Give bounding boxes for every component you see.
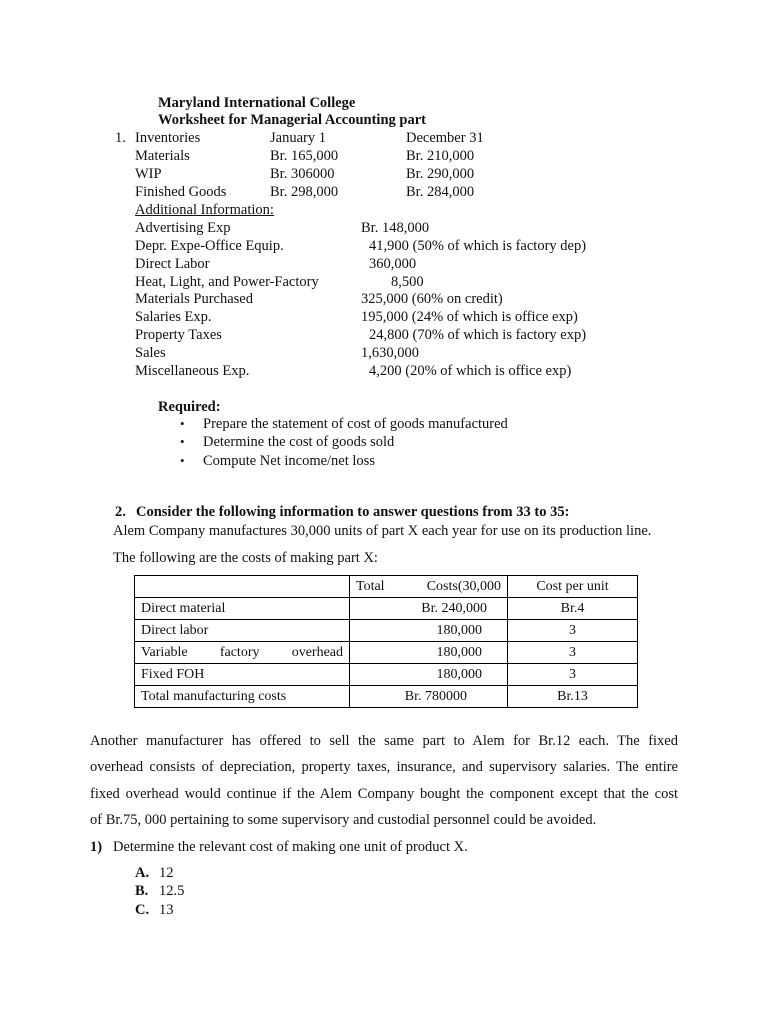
paragraph-line: of Br.75, 000 pertaining to some supervisory and custodial personnel could be avoided. (90, 811, 597, 828)
sub-question-text: Determine the relevant cost of making one unit of product X. (113, 839, 468, 855)
option-letter: B. (135, 883, 149, 899)
option-letter: A. (135, 865, 150, 881)
inv-row-jan: Br. 165,000 (270, 148, 339, 164)
additional-item-value: 8,500 (391, 274, 424, 290)
required-item: Determine the cost of goods sold (203, 434, 395, 450)
table-cell-item: Fixed FOH (135, 664, 350, 686)
q1-number: 1. (115, 130, 126, 146)
table-header-cell: Cost per unit (508, 576, 638, 598)
additional-item-value: Br. 148,000 (361, 220, 430, 236)
option-text: 13 (159, 902, 174, 918)
table-cell-item: Direct material (135, 598, 350, 620)
additional-item-name: Salaries Exp. (135, 309, 212, 325)
table-cell-item: Direct labor (135, 620, 350, 642)
q2-intro-line: The following are the costs of making part X: (113, 550, 378, 566)
table-row (135, 598, 638, 620)
q2-heading: Consider the following information to answer questions from 33 to 35: (136, 504, 570, 520)
additional-item-value: 325,000 (60% on credit) (361, 291, 503, 307)
table-cell-total: Br. 780000 (350, 686, 508, 708)
inventories-col-dec: December 31 (406, 130, 484, 146)
table-cell-unit: 3 (508, 642, 638, 664)
additional-item-name: Miscellaneous Exp. (135, 363, 250, 379)
additional-item-value: 195,000 (24% of which is office exp) (361, 309, 578, 325)
table-cell-unit: 3 (508, 664, 638, 686)
item-word: Variable (141, 644, 188, 660)
inv-row-dec: Br. 210,000 (406, 148, 475, 164)
bullet-icon: • (180, 434, 185, 449)
table-cell-total: 180,000 (350, 642, 508, 664)
additional-info-heading: Additional Information: (135, 202, 274, 218)
required-item: Compute Net income/net loss (203, 453, 375, 469)
table-cell-total: 180,000 (350, 620, 508, 642)
table-row (135, 620, 638, 642)
table-cell-total: 180,000 (350, 664, 508, 686)
inventories-label: Inventories (135, 130, 201, 146)
q2-intro-line: Alem Company manufactures 30,000 units of part X each year for use on its production line. (113, 523, 652, 539)
bullet-icon: • (180, 453, 185, 468)
table-header-cell (135, 576, 350, 598)
table-cell-unit: Br.13 (508, 686, 638, 708)
item-word: factory (219, 644, 260, 660)
additional-item-name: Depr. Expe-Office Equip. (135, 238, 284, 254)
paragraph-line: overhead consists of depreciation, property taxes, insurance, and supervisory salaries. The entire (90, 759, 678, 776)
table-cell-unit: Br.4 (508, 598, 638, 620)
inv-row-name: Finished Goods (135, 184, 227, 200)
table-row (135, 686, 638, 708)
bullet-icon: • (180, 416, 185, 431)
inventories-col-jan: January 1 (270, 130, 326, 146)
additional-item-name: Direct Labor (135, 256, 210, 272)
inv-row-dec: Br. 290,000 (406, 166, 475, 182)
table-row (135, 642, 638, 664)
q2-number: 2. (115, 504, 126, 520)
required-label: Required: (158, 399, 221, 415)
inv-row-name: Materials (135, 148, 190, 164)
table-cell-item (135, 642, 350, 664)
header-costs-label: Costs(30,000 (426, 578, 501, 594)
table-row (135, 664, 638, 686)
paragraph-line: fixed overhead would continue if the Alem Company bought the component except that the cost (90, 785, 678, 802)
header-total-label: Total (356, 578, 385, 594)
additional-item-name: Property Taxes (135, 327, 222, 343)
inv-row-jan: Br. 306000 (270, 166, 335, 182)
inv-row-name: WIP (135, 166, 162, 182)
offer-paragraph (90, 728, 678, 833)
worksheet-title: Worksheet for Managerial Accounting part (158, 112, 426, 128)
option-text: 12.5 (159, 883, 185, 899)
additional-item-name: Sales (135, 345, 166, 361)
required-item: Prepare the statement of cost of goods manufactured (203, 416, 508, 432)
additional-item-value: 4,200 (20% of which is office exp) (369, 363, 572, 379)
additional-item-value: 1,630,000 (361, 345, 419, 361)
item-word: overhead (291, 644, 343, 660)
table-cell-total: Br. 240,000 (350, 598, 508, 620)
table-cell-item: Total manufacturing costs (135, 686, 350, 708)
additional-item-name: Heat, Light, and Power-Factory (135, 274, 319, 290)
table-cell-unit: 3 (508, 620, 638, 642)
college-name: Maryland International College (158, 95, 356, 111)
option-letter: C. (135, 902, 150, 918)
additional-item-value: 41,900 (50% of which is factory dep) (369, 238, 587, 254)
inv-row-dec: Br. 284,000 (406, 184, 475, 200)
additional-item-value: 360,000 (369, 256, 417, 272)
inv-row-jan: Br. 298,000 (270, 184, 339, 200)
cost-table (134, 575, 638, 708)
table-header-cell (350, 576, 508, 598)
additional-item-name: Advertising Exp (135, 220, 231, 236)
additional-item-name: Materials Purchased (135, 291, 253, 307)
sub-question-number: 1) (90, 839, 103, 855)
table-header-row (135, 576, 638, 598)
additional-item-value: 24,800 (70% of which is factory exp) (369, 327, 587, 343)
paragraph-line: Another manufacturer has offered to sell the same part to Alem for Br.12 each. The fixed (90, 733, 678, 749)
option-text: 12 (159, 865, 174, 881)
